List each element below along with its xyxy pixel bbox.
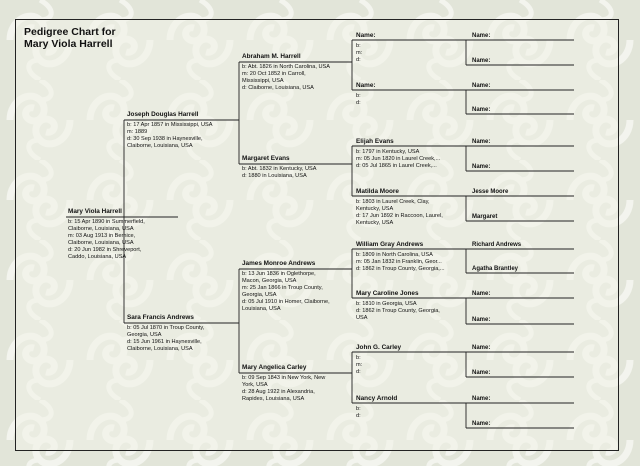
person-details-g4-3: b: 1797 in Kentucky, USA m: 05 Jun 1820 in Laurel Creek,... d: 05 Jul 1865 in Laurel Creek,... — [356, 149, 441, 170]
person-name-g5-3[interactable]: Name: — [472, 83, 491, 89]
person-name-g4-8[interactable]: Nancy Arnold — [356, 395, 398, 402]
person-details-g4-2: b: d: — [356, 93, 361, 107]
person-name-g5-8[interactable]: Margaret — [472, 214, 498, 220]
person-details-g4-6: b: 1810 in Georgia, USA d: 1862 in Troup County, Georgia, USA — [356, 301, 440, 322]
person-name-g5-2[interactable]: Name: — [472, 58, 491, 64]
person-details-mother: b: 05 Jul 1870 in Troup County, Georgia, USA d: 15 Jun 1961 in Haynesville, Claiborne, Louisiana, USA — [127, 325, 205, 353]
person-name-root[interactable]: Mary Viola Harrell — [68, 208, 122, 215]
person-details-maternal-grandfather: b: 13 Jun 1836 in Oglethorpe, Macon, Georgia, USA m: 25 Jan 1866 in Troup County, Georgia, USA d: 05 Jul 1910 in Homer, Claiborne, Louisiana, USA — [242, 271, 330, 313]
person-details-paternal-grandfather: b: Abt. 1826 in North Carolina, USA m: 20 Oct 1852 in Carroll, Mississippi, USA d: Claiborne, Louisiana, USA — [242, 64, 330, 92]
person-name-g4-5[interactable]: William Gray Andrews — [356, 241, 424, 248]
person-details-root: b: 15 Apr 1890 in Summerfield, Claiborne, Louisiana, USA m: 03 Aug 1913 in Bernice, Claiborne, Louisiana, USA d: 20 Jun 1982 in Shreveport, Caddo, Louisiana, USA — [68, 219, 145, 261]
person-name-g5-14[interactable]: Name: — [472, 370, 491, 376]
person-details-g4-7: b: m: d: — [356, 355, 363, 376]
person-name-g4-6[interactable]: Mary Caroline Jones — [356, 290, 419, 297]
person-name-g5-4[interactable]: Name: — [472, 107, 491, 113]
person-name-g5-7[interactable]: Jesse Moore — [472, 189, 509, 195]
person-details-g4-8: b: d: — [356, 406, 361, 420]
person-name-g5-16[interactable]: Name: — [472, 421, 491, 427]
person-details-paternal-grandmother: b: Abt. 1832 in Kentucky, USA d: 1880 in Louisiana, USA — [242, 166, 317, 180]
chart-title-line1: Pedigree Chart for — [24, 26, 116, 38]
person-name-mother[interactable]: Sara Francis Andrews — [127, 314, 194, 321]
person-name-maternal-grandmother[interactable]: Mary Angelica Carley — [242, 364, 307, 371]
person-name-father[interactable]: Joseph Douglas Harrell — [127, 111, 199, 118]
person-details-g4-4: b: 1803 in Laurel Creek, Clay, Kentucky, USA d: 17 Jun 1892 in Raccoon, Laurel, Kentucky, USA — [356, 199, 443, 227]
person-name-paternal-grandmother[interactable]: Margaret Evans — [242, 155, 290, 162]
person-name-paternal-grandfather[interactable]: Abraham M. Harrell — [242, 53, 301, 60]
person-name-g5-13[interactable]: Name: — [472, 345, 491, 351]
person-details-g4-1: b: m: d: — [356, 43, 363, 64]
person-details-maternal-grandmother: b: 09 Sep 1843 in New York, New York, USA d: 28 Aug 1922 in Alexandria, Rapides, Louisiana, USA — [242, 375, 326, 403]
person-details-g4-5: b: 1809 in North Carolina, USA m: 05 Jan 1832 in Franklin, Geor... d: 1862 in Troup County, Georgia,... — [356, 252, 445, 273]
person-name-g4-3[interactable]: Elijah Evans — [356, 138, 394, 145]
person-name-g5-6[interactable]: Name: — [472, 164, 491, 170]
person-name-g5-15[interactable]: Name: — [472, 396, 491, 402]
person-name-g5-11[interactable]: Name: — [472, 291, 491, 297]
person-name-g5-9[interactable]: Richard Andrews — [472, 242, 522, 248]
person-details-father: b: 17 Apr 1857 in Mississippi, USA m: 1889 d: 30 Sep 1938 in Haynesville, Claiborne, Louisiana, USA — [127, 122, 213, 150]
person-name-g4-4[interactable]: Matilda Moore — [356, 188, 399, 195]
person-name-g5-10[interactable]: Agatha Brantley — [472, 266, 519, 272]
person-name-g4-2[interactable]: Name: — [356, 82, 376, 89]
person-name-g5-5[interactable]: Name: — [472, 139, 491, 145]
chart-title-name: Mary Viola Harrell — [24, 38, 113, 50]
person-name-g5-12[interactable]: Name: — [472, 317, 491, 323]
person-name-g5-1[interactable]: Name: — [472, 33, 491, 39]
person-name-maternal-grandfather[interactable]: James Monroe Andrews — [242, 260, 316, 267]
person-name-g4-1[interactable]: Name: — [356, 32, 376, 39]
person-name-g4-7[interactable]: John G. Carley — [356, 344, 402, 351]
